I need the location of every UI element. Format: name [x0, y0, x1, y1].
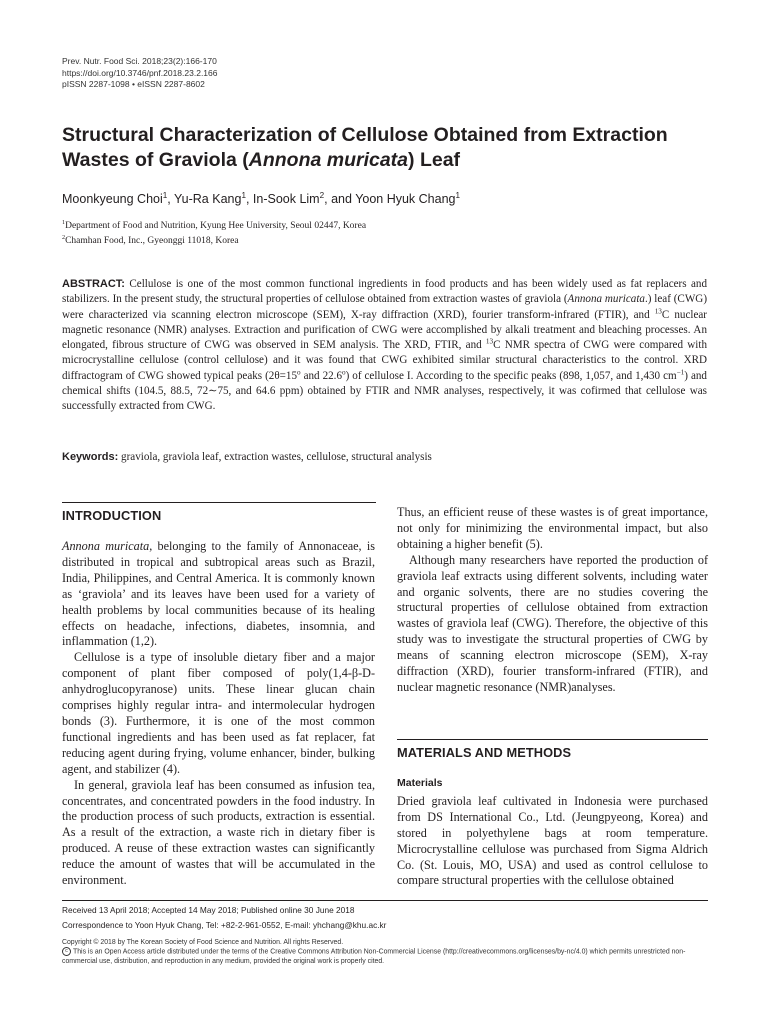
journal-header — [62, 56, 218, 91]
keywords — [62, 451, 432, 463]
correspondence: Correspondence to Yoon Hyuk Chang, Tel: +82-2-961-0552, E-mail: yhchang@khu.ac.kr — [62, 920, 387, 930]
author: In-Sook Lim$^2$ — [252, 190, 325, 206]
affiliations — [62, 219, 366, 248]
section-rule — [397, 739, 708, 740]
section-rule — [62, 502, 376, 503]
methods-column — [397, 776, 708, 889]
author: Yoon Hyuk Chang$^1$ — [355, 190, 461, 206]
author: Moonkyeung Choi$^1$ — [62, 190, 168, 206]
paragraph: Dried graviola leaf cultivated in Indonesia were purchased from DS International Co., Ltd. (Jeungpyeong, Korea) and stored in polyethylene bags at room temperature. Microcrystalline cellulose was purchased from Sigma Aldrich Co. (St. Louis, MO, USA) and used as control cellulose to compare structural properties with the cellulose obtained — [397, 793, 708, 888]
keywords-label: Keywords: — [62, 451, 119, 463]
footer-rule — [62, 900, 708, 901]
affiliation: $^2$Chamhan Food, Inc., Gyeonggi 11018, Korea — [62, 234, 239, 246]
license: c This is an Open Access article distributed under the terms of the Creative Commons Attribution Non-Commercial License (http://creativecommons.org/licenses/by-nc/4.0) which permits unrestricted non-commercial use, distribution, and reproduction in any medium, provided the original work is properly cited. — [62, 948, 686, 965]
materials-subheading: Materials — [397, 777, 443, 789]
keywords-text: graviola, graviola leaf, extraction wastes, cellulose, structural analysis — [118, 451, 432, 463]
title-text: Wastes of Graviola ( — [62, 149, 249, 171]
paragraph: Annona muricata, belonging to the family of Annonaceae, is distributed in tropical and subtropical areas such as Brazil, India, Philippines, and Central America. It is commonly known as ‘graviola’ and its leaves have been used for a variety of health problems by local communities because of its healing effects on headache, infections, diabetes, insomnia, and inflammation (1,2). — [62, 539, 375, 649]
left-column — [62, 539, 375, 889]
paragraph: Thus, an efficient reuse of these wastes is of great importance, not only for minimizing the environmental impact, but also obtaining a higher benefit (5). — [397, 505, 708, 551]
paragraph: Cellulose is a type of insoluble dietary fiber and a major component of plant fiber composed of poly(1,4-β-D-anhydroglucopyranose) units. These linear glucan chain comprises highly regular intra- and intermolecular hydrogen bonds (3). Furthermore, it is one of the most common functional ingredients and has been used as fat replacer, fat reducing agent during frying, volume enhancer, binder, bulking agent, and stabilizer (4). — [62, 650, 375, 776]
journal-citation: Prev. Nutr. Food Sci. 2018;23(2):166-170 — [62, 56, 217, 66]
introduction-heading: INTRODUCTION — [62, 508, 162, 523]
paragraph: In general, graviola leaf has been consumed as infusion tea, concentrates, and concentrated powders in the food industry. In the production process of such products, extraction is essential. As a result of the extraction, a waste rich in dietary fiber is produced. A reuse of these extraction wastes can significantly reduce the amount of wastes that will be accumulated in the environment. — [62, 777, 375, 888]
cc-icon: c — [62, 947, 71, 956]
author: Yu-Ra Kang$^1$ — [174, 190, 246, 206]
methods-heading: MATERIALS AND METHODS — [397, 745, 572, 760]
abstract: ABSTRACT: Cellulose is one of the most common functional ingredients in food products and has been widely used as fat replacers and stabilizers. In the present study, the structural properties of cellulose obtained from extraction wastes of graviola (Annona muricata.) leaf (CWG) were characterized via scanning electron microscope (SEM), X-ray diffraction (XRD), fourier transform-infrared (FTIR), and $^{13}$C nuclear magnetic resonance (NMR) analyses. Extraction and purification of CWG were accomplished by alkali treatment and bleaching processes. An elongated, fibrous structure of CWG was observed in SEM analysis. The XRD, FTIR, and $^{13}$C NMR spectra of CWG were compared with microcrystalline cellulose (control cellulose) and it was found that CWG exhibited similar structural characteristics to the control. XRD diffractogram of CWG showed typical peaks ($2\theta=15^o$ and 22.6$^o$) of cellulose I. According to the specific peaks (898, 1,057, and 1,430 $cm^{-1}$) and chemical shifts (104.5, 88.5, 72∼75, and 64.6 ppm) obtained by FTIR and NMR analyses, respectively, it was cofirmed that cellulose was successfully extracted from CWG. — [62, 278, 708, 413]
paragraph: Although many researchers have reported the production of graviola leaf extracts using different solvents, including water and organic solvents, there are no studies covering the structural properties of cellulose obtained from extraction wastes of graviola leaf (CWG). Therefore, the objective of this study was to investigate the structural properties of CWG by means of scanning electron microscope (SEM), X-ray diffraction (XRD), fourier transform-infrared (FTIR), and nuclear magnetic resonance (NMR)analyses. — [397, 552, 708, 694]
title-line-1: Structural Characterization of Cellulose Obtained from Extraction — [62, 124, 668, 146]
received-dates: Received 13 April 2018; Accepted 14 May 2018; Published online 30 June 2018 — [62, 905, 355, 915]
right-column — [397, 505, 708, 696]
doi-link[interactable]: https://doi.org/10.3746/pnf.2018.23.2.166 — [62, 67, 218, 78]
issn: pISSN 2287-1098 • eISSN 2287-8602 — [62, 79, 205, 89]
title-species: Annona muricata — [248, 149, 409, 171]
affiliation: $^1$Department of Food and Nutrition, Kyung Hee University, Seoul 02447, Korea — [62, 219, 367, 231]
copyright: Copyright © 2018 by The Korean Society of Food Science and Nutrition. All rights Reserved. — [62, 939, 344, 946]
abstract-label: ABSTRACT: — [62, 278, 125, 290]
title-line-2 — [62, 148, 712, 173]
title-text: ) Leaf — [408, 149, 461, 171]
author-list: Moonkyeung Choi$^1$, Yu-Ra Kang$^1$, In-Sook Lim$^2$, and Yoon Hyuk Chang$^1$ — [62, 190, 461, 206]
article-title — [62, 123, 712, 173]
